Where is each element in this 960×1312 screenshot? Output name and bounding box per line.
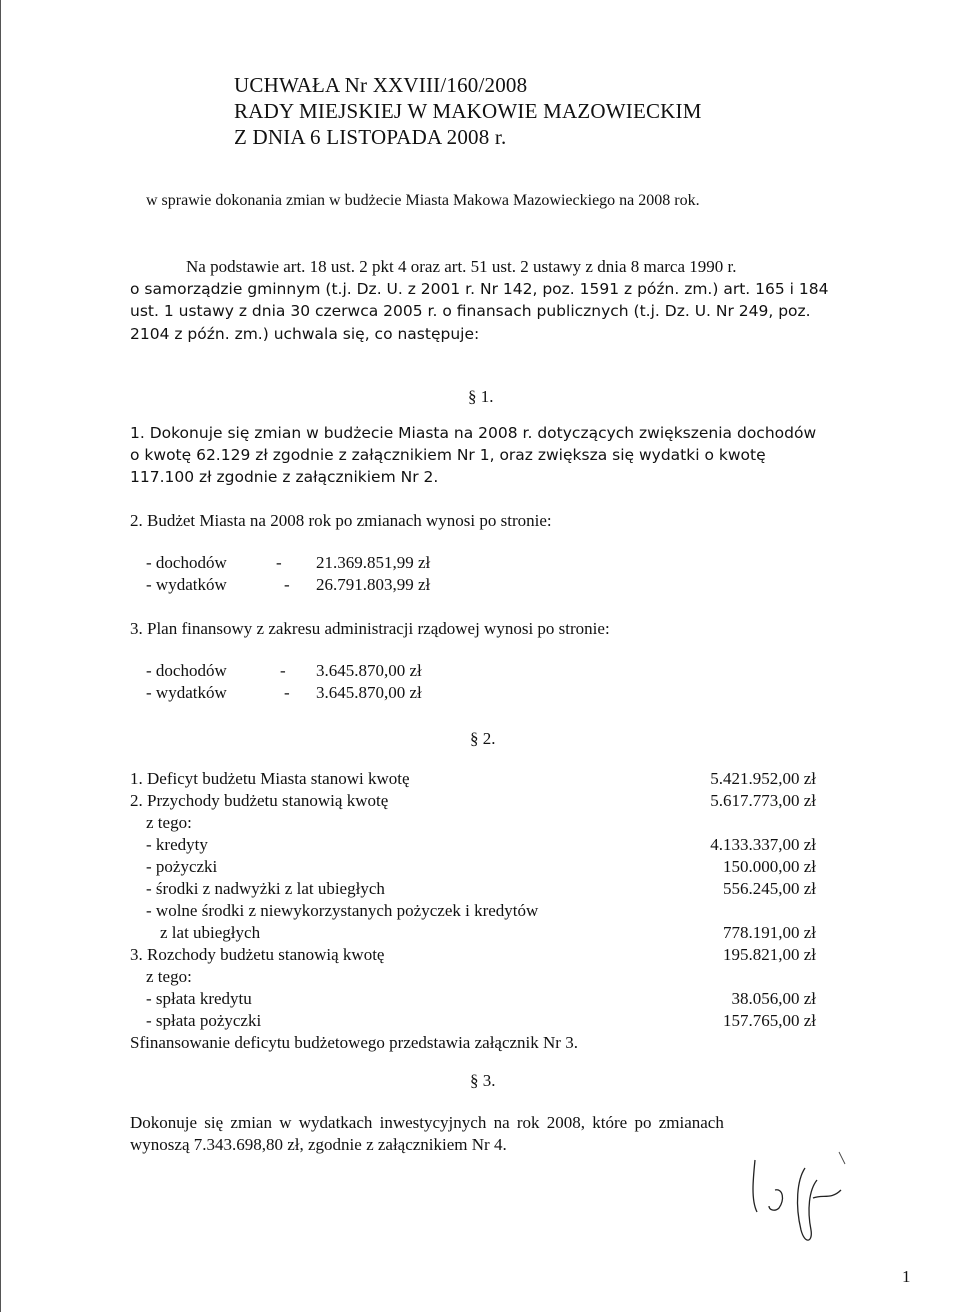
s1-p3-dash-1: - <box>280 661 286 680</box>
s2-row-6-text: - środki z nadwyżki z lat ubiegłych <box>146 879 385 898</box>
resolution-number: UCHWAŁA Nr XXVIII/160/2008 <box>234 73 528 97</box>
s1-p2-label-2: - wydatków <box>146 575 227 594</box>
section-1-heading: § 1. <box>468 387 494 406</box>
s2-row-1-text: 1. Deficyt budżetu Miasta stanowi kwotę <box>130 769 410 788</box>
s1-p2-dash-2: - <box>284 575 290 594</box>
resolution-subject: w sprawie dokonania zmian w budżecie Miasta Makowa Mazowieckiego na 2008 rok. <box>146 192 700 209</box>
s2-row-9-amount: 195.821,00 zł <box>722 945 816 964</box>
handwritten-signature <box>735 1150 875 1260</box>
s2-row-7-text: - wolne środki z niewykorzystanych pożyczek i kredytów <box>146 901 539 920</box>
section-3-heading: § 3. <box>470 1071 496 1090</box>
s1-p3-label-1: - dochodów <box>146 661 227 680</box>
s1-p2-amount-2: 26.791.803,99 zł <box>316 575 431 594</box>
s2-row-2-amount: 5.617.773,00 zł <box>710 791 816 810</box>
s2-row-8-text: z lat ubiegłych <box>160 923 261 942</box>
s2-row-12-amount: 157.765,00 zł <box>722 1011 816 1030</box>
basis-line-3: ust. 1 ustawy z dnia 30 czerwca 2005 r. o finansach publicznych (t.j. Dz. U. Nr 249, poz. <box>130 302 811 320</box>
s1-p3-label-2: - wydatków <box>146 683 227 702</box>
s2-row-3-text: z tego: <box>146 813 192 832</box>
scan-edge-line <box>0 0 1 1312</box>
s2-row-6-amount: 556.245,00 zł <box>722 879 816 898</box>
s2-row-5-amount: 150.000,00 zł <box>722 857 816 876</box>
s2-row-12-text: - spłata pożyczki <box>146 1011 262 1030</box>
s1-p3-amount-1: 3.645.870,00 zł <box>316 661 422 680</box>
basis-line-1: Na podstawie art. 18 ust. 2 pkt 4 oraz art. 51 ust. 2 ustawy z dnia 8 marca 1990 r. <box>186 257 737 276</box>
section-2-heading: § 2. <box>470 729 496 748</box>
s2-row-10-text: z tego: <box>146 967 192 986</box>
s2-row-5-text: - pożyczki <box>146 857 218 876</box>
s1-p3: 3. Plan finansowy z zakresu administracji rządowej wynosi po stronie: <box>130 619 610 638</box>
s3-line-1: Dokonuje się zmian w wydatkach inwestycyjnych na rok 2008, które po zmianach <box>130 1113 724 1132</box>
basis-line-2: o samorządzie gminnym (t.j. Dz. U. z 2001 r. Nr 142, poz. 1591 z późn. zm.) art. 165 i 184 <box>130 280 829 298</box>
s2-row-8-amount: 778.191,00 zł <box>722 923 816 942</box>
s1-p2-dash-1: - <box>276 553 282 572</box>
resolution-date: Z DNIA 6 LISTOPADA 2008 r. <box>234 125 507 149</box>
s1-p3-dash-2: - <box>284 683 290 702</box>
s1-p2: 2. Budżet Miasta na 2008 rok po zmianach wynosi po stronie: <box>130 511 552 530</box>
s3-line-2: wynoszą 7.343.698,80 zł, zgodnie z załącznikiem Nr 4. <box>130 1135 507 1154</box>
s2-row-1-amount: 5.421.952,00 zł <box>710 769 816 788</box>
s2-row-11-text: - spłata kredytu <box>146 989 252 1008</box>
s2-row-4-text: - kredyty <box>146 835 208 854</box>
s2-row-13-text: Sfinansowanie deficytu budżetowego przedstawia załącznik Nr 3. <box>130 1033 578 1052</box>
s1-p3-amount-2: 3.645.870,00 zł <box>316 683 422 702</box>
s1-p1-line-3: 117.100 zł zgodnie z załącznikiem Nr 2. <box>130 468 439 486</box>
s2-row-2-text: 2. Przychody budżetu stanowią kwotę <box>130 791 389 810</box>
s1-p2-amount-1: 21.369.851,99 zł <box>316 553 431 572</box>
s1-p1-line-2: o kwotę 62.129 zł zgodnie z załącznikiem Nr 1, oraz zwiększa się wydatki o kwotę <box>130 446 766 464</box>
page-number: 1 <box>902 1267 911 1286</box>
s2-row-9-text: 3. Rozchody budżetu stanowią kwotę <box>130 945 385 964</box>
s1-p2-label-1: - dochodów <box>146 553 227 572</box>
basis-line-4: 2104 z późn. zm.) uchwala się, co następuje: <box>130 325 480 343</box>
s2-row-11-amount: 38.056,00 zł <box>731 989 816 1008</box>
s2-row-4-amount: 4.133.337,00 zł <box>710 835 816 854</box>
council-name: RADY MIEJSKIEJ W MAKOWIE MAZOWIECKIM <box>234 99 702 123</box>
s1-p1-line-1: 1. Dokonuje się zmian w budżecie Miasta na 2008 r. dotyczących zwiększenia dochodów <box>130 424 817 442</box>
